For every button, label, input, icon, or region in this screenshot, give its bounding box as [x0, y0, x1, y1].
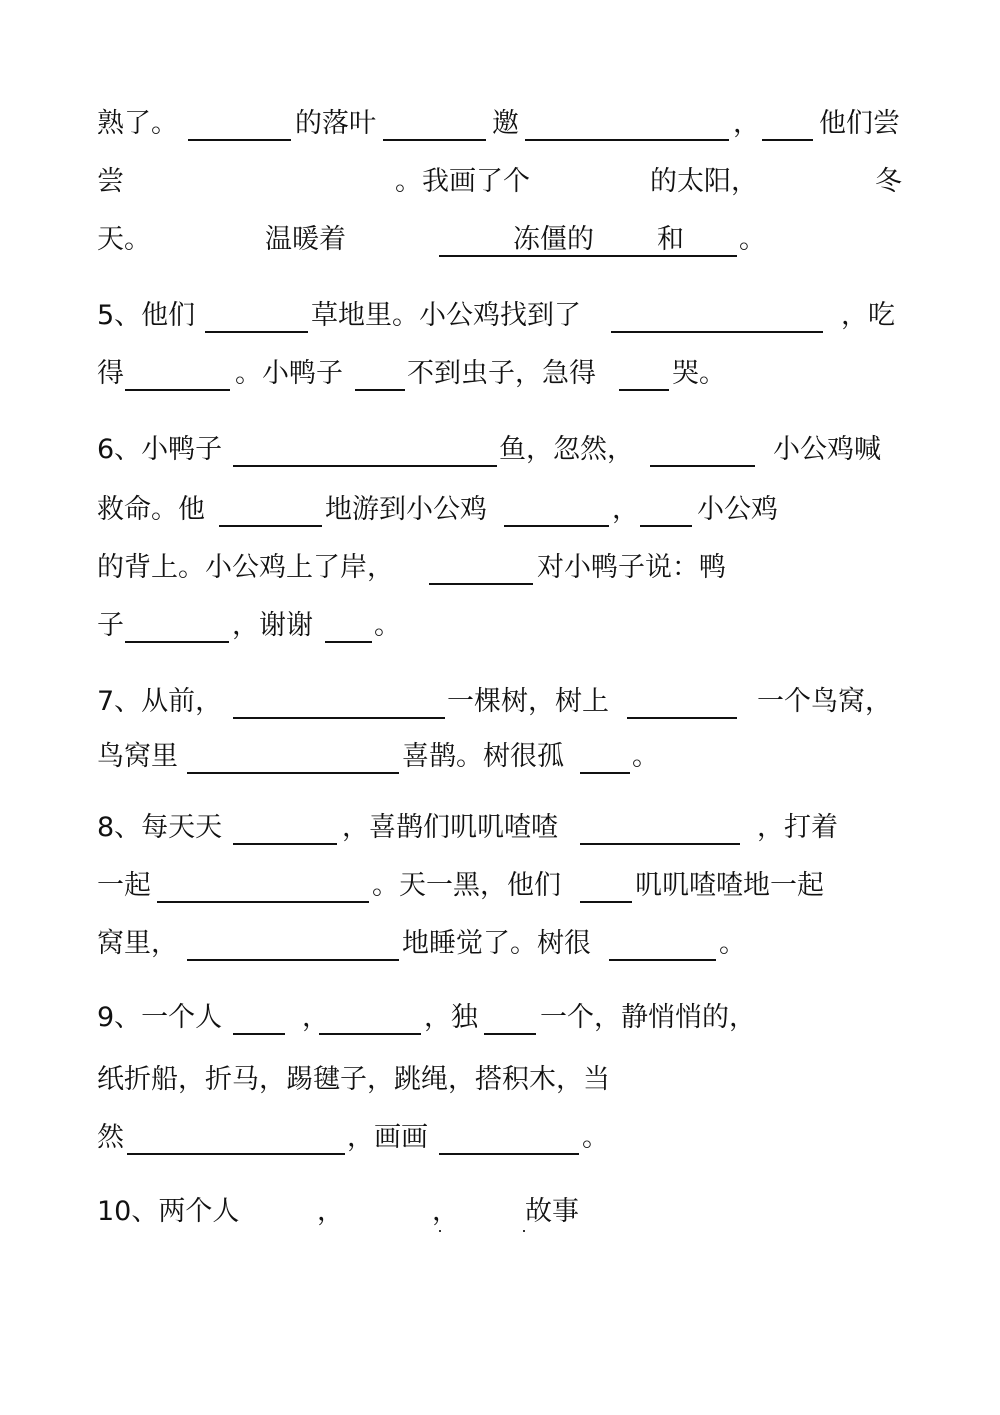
text: 地睡觉了。树很	[402, 928, 591, 959]
fill-blank[interactable]	[219, 525, 322, 527]
text: 他们尝	[819, 108, 900, 139]
text: 的落叶	[295, 108, 376, 139]
fill-blank[interactable]	[233, 717, 445, 719]
text: 5、他们	[97, 300, 196, 331]
text: ，打着	[757, 812, 838, 843]
fill-blank[interactable]	[383, 139, 486, 141]
text: 哭。	[672, 358, 726, 389]
text: ，谢谢	[232, 610, 313, 641]
fill-blank[interactable]	[650, 465, 755, 467]
text: 窝里，	[97, 928, 178, 959]
text: 6、小鸭子	[97, 434, 223, 465]
text: 对小鸭子说：鸭	[537, 552, 726, 583]
text: 叽叽喳喳地一起	[635, 870, 824, 901]
text: 9、一个人	[97, 1002, 223, 1033]
fill-blank[interactable]	[627, 717, 737, 719]
text: 。	[739, 224, 766, 255]
fill-blank[interactable]	[580, 843, 740, 845]
text: 地游到小公鸡	[325, 494, 487, 525]
text: 的太阳，	[650, 166, 758, 197]
text: 。天一黑，他们	[372, 870, 561, 901]
text: 一个鸟窝，	[757, 686, 892, 717]
fill-blank[interactable]	[611, 331, 823, 333]
text: 。	[632, 741, 659, 772]
scan-dot	[523, 1230, 525, 1232]
text: 和	[657, 224, 684, 255]
text: 温暖着	[265, 224, 346, 255]
text: 一棵树，树上	[447, 686, 609, 717]
text: 尝	[97, 166, 124, 197]
fill-blank[interactable]	[325, 641, 372, 643]
fill-blank[interactable]	[355, 389, 405, 391]
text: 8、每天天	[97, 812, 223, 843]
fill-blank[interactable]	[619, 389, 669, 391]
text: 一起	[97, 870, 151, 901]
fill-blank[interactable]	[187, 959, 399, 961]
fill-blank[interactable]	[205, 331, 308, 333]
fill-blank[interactable]	[580, 901, 632, 903]
text: 的背上。小公鸡上了岸，	[97, 552, 394, 583]
fill-blank[interactable]	[504, 525, 609, 527]
text: 纸折船，折马，踢毽子，跳绳，搭积木，当	[97, 1064, 610, 1095]
fill-blank[interactable]	[762, 139, 813, 141]
text: 鱼，忽然，	[499, 434, 634, 465]
fill-blank[interactable]	[157, 901, 369, 903]
text: 。	[374, 610, 401, 641]
text: 冻僵的	[513, 224, 594, 255]
fill-blank[interactable]	[188, 139, 291, 141]
text: ，	[612, 494, 639, 525]
text: 。我画了个	[395, 166, 530, 197]
fill-blank[interactable]	[125, 641, 229, 643]
scan-dot	[439, 1230, 441, 1232]
text: 。	[582, 1122, 609, 1153]
text: 子	[97, 610, 124, 641]
text: 7、从前，	[97, 686, 223, 717]
text: ，	[302, 1002, 329, 1033]
text: ，	[317, 1196, 344, 1227]
text: 得	[97, 358, 124, 389]
text: 然	[97, 1122, 124, 1153]
fill-blank[interactable]	[439, 1153, 579, 1155]
fill-blank[interactable]	[187, 772, 399, 774]
text: 一个，静悄悄的，	[540, 1002, 756, 1033]
fill-blank[interactable]	[233, 843, 337, 845]
fill-blank[interactable]	[319, 1033, 421, 1035]
text: 天。	[97, 224, 151, 255]
fill-blank[interactable]	[127, 1153, 345, 1155]
text: 鸟窝里	[97, 741, 178, 772]
fill-blank[interactable]	[484, 1033, 536, 1035]
fill-blank[interactable]	[640, 525, 692, 527]
text: ，独	[424, 1002, 478, 1033]
fill-blank[interactable]	[609, 959, 716, 961]
text: 冬	[875, 166, 902, 197]
text: 。	[719, 928, 746, 959]
text: ，画画	[347, 1122, 428, 1153]
text: 故事	[525, 1196, 579, 1227]
text: 不到虫子，急得	[407, 358, 596, 389]
text: 救命。他	[97, 494, 205, 525]
fill-blank[interactable]	[233, 465, 497, 467]
text: 10、两个人	[97, 1196, 240, 1227]
text: ，	[733, 108, 760, 139]
fill-blank[interactable]	[580, 772, 630, 774]
fill-blank[interactable]	[233, 1033, 285, 1035]
text: 小公鸡喊	[773, 434, 881, 465]
text: 邀	[492, 108, 519, 139]
text: 熟了。	[97, 108, 178, 139]
text: 喜鹊。树很孤	[402, 741, 564, 772]
text: 小公鸡	[697, 494, 778, 525]
fill-blank[interactable]	[525, 139, 729, 141]
text: ，吃	[841, 300, 895, 331]
fill-blank[interactable]	[125, 389, 230, 391]
text: ，	[432, 1196, 459, 1227]
fill-blank[interactable]	[429, 583, 533, 585]
text: 草地里。小公鸡找到了	[311, 300, 581, 331]
text: ，喜鹊们叽叽喳喳	[342, 812, 558, 843]
text: 。小鸭子	[235, 358, 343, 389]
